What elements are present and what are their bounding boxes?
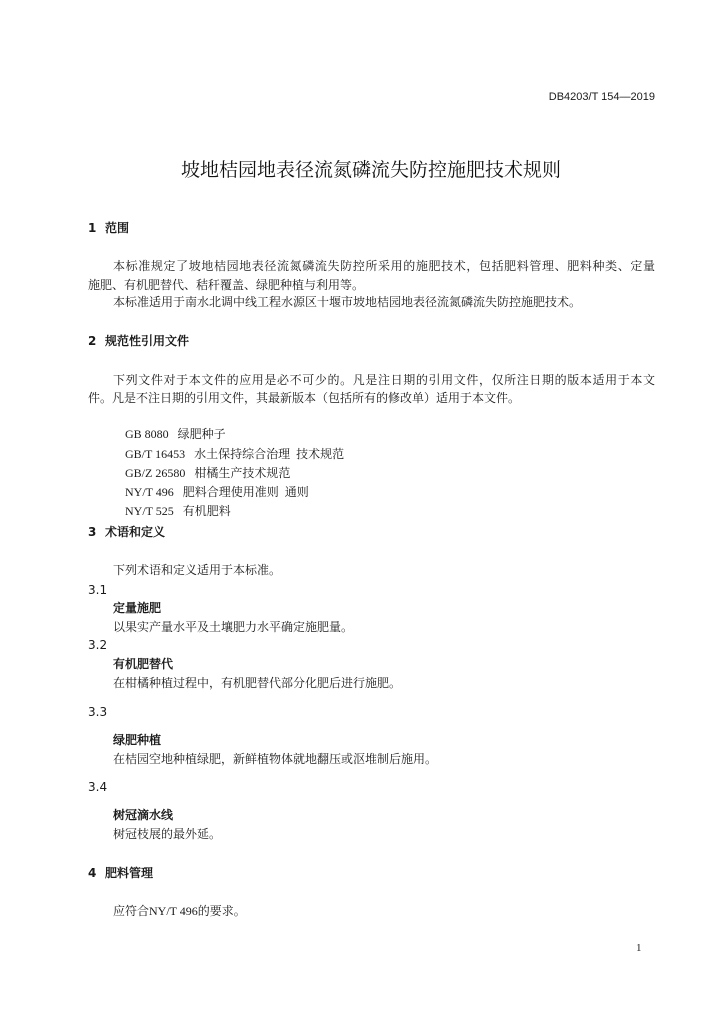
section-1-number: 1 bbox=[88, 221, 97, 235]
term-definition: 以果实产量水平及土壤肥力水平确定施肥量。 bbox=[113, 620, 354, 634]
section-2-title: 规范性引用文件 bbox=[105, 334, 190, 348]
term-heading: 定量施肥 bbox=[113, 601, 162, 615]
term-definition: 在柑橘种植过程中，有机肥替代部分化肥后进行施肥。 bbox=[113, 676, 402, 690]
reference-code: NY/T 525 bbox=[125, 504, 174, 518]
term-heading: 树冠滴水线 bbox=[113, 808, 174, 822]
reference-title: 柑橘生产技术规范 bbox=[194, 466, 291, 480]
reference-title: 有机肥料 bbox=[182, 504, 231, 518]
section-4-paragraph: 应符合NY/T 496的要求。 bbox=[113, 904, 246, 918]
term-definition: 树冠枝展的最外延。 bbox=[113, 827, 222, 841]
clause-number: 3.3 bbox=[88, 705, 108, 719]
reference-code: GB 8080 bbox=[125, 427, 169, 441]
reference-code: NY/T 496 bbox=[125, 485, 174, 499]
section-3-number: 3 bbox=[88, 525, 97, 539]
section-2-paragraph-line-1: 下列文件对于本文件的应用是必不可少的。凡是注日期的引用文件，仅所注日期的版本适用于本文 bbox=[113, 373, 655, 387]
reference-code: GB/Z 26580 bbox=[125, 466, 186, 480]
section-2-number: 2 bbox=[88, 334, 97, 348]
section-4-number: 4 bbox=[88, 866, 97, 880]
clause-number: 3.4 bbox=[88, 780, 108, 794]
document-title: 坡地桔园地表径流氮磷流失防控施肥技术规则 bbox=[180, 159, 561, 181]
section-3-intro: 下列术语和定义适用于本标准。 bbox=[113, 563, 282, 577]
term-heading: 有机肥替代 bbox=[113, 657, 174, 671]
section-2-paragraph-line-2: 件。凡是不注日期的引用文件，其最新版本（包括所有的修改单）适用于本文件。 bbox=[88, 391, 521, 405]
clause-number: 3.2 bbox=[88, 638, 108, 652]
document-code: DB4203/T 154—2019 bbox=[548, 91, 655, 103]
page-number: 1 bbox=[636, 942, 642, 954]
term-heading: 绿肥种植 bbox=[113, 733, 162, 747]
section-1-title: 范围 bbox=[105, 221, 130, 235]
term-definition: 在桔园空地种植绿肥，新鲜植物体就地翻压或沤堆制后施用。 bbox=[113, 752, 438, 766]
section-1-paragraph-1-line-2: 施肥、有机肥替代、秸秆覆盖、绿肥种植与利用等。 bbox=[88, 278, 365, 292]
section-4-title: 肥料管理 bbox=[105, 866, 154, 880]
reference-title: 肥料合理使用准则 通则 bbox=[182, 485, 309, 499]
section-3-title: 术语和定义 bbox=[105, 525, 166, 539]
reference-code: GB/T 16453 bbox=[125, 447, 186, 461]
section-1-paragraph-2: 本标准适用于南水北调中线工程水源区十堰市坡地桔园地表径流氮磷流失防控施肥技术。 bbox=[113, 295, 582, 309]
section-1-paragraph-1-line-1: 本标准规定了坡地桔园地表径流氮磷流失防控所采用的施肥技术，包括肥料管理、肥料种类、定量 bbox=[113, 259, 655, 273]
reference-title: 绿肥种子 bbox=[177, 427, 226, 441]
clause-number: 3.1 bbox=[88, 583, 108, 597]
reference-title: 水土保持综合治理 技术规范 bbox=[194, 447, 345, 461]
